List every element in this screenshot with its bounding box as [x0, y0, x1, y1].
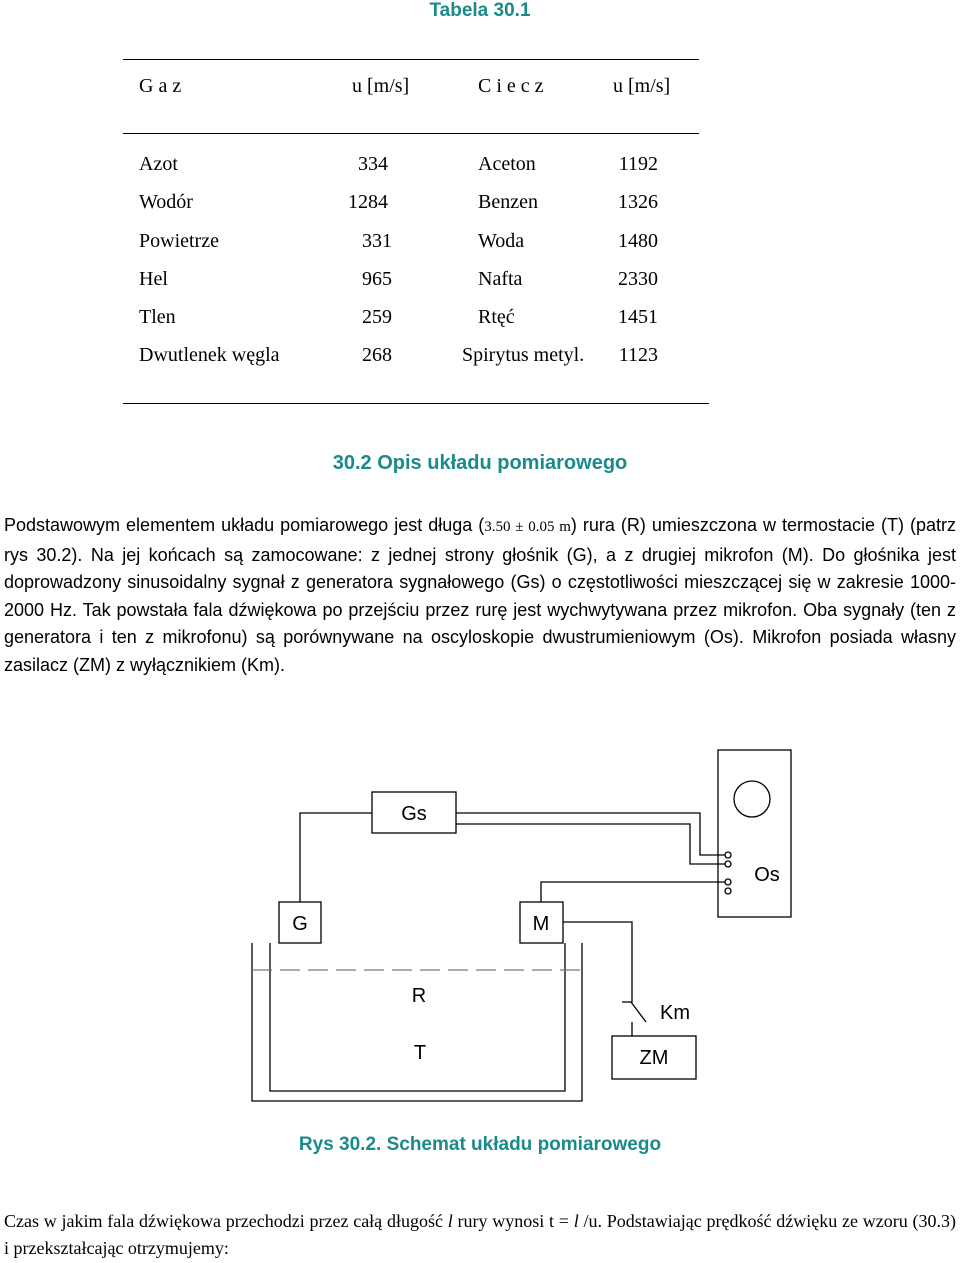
- input-terminal: [725, 879, 731, 885]
- liquid-speed: 1192: [618, 153, 658, 175]
- label-r: R: [411, 985, 427, 1007]
- header-gas-speed: u [m/s]: [352, 75, 410, 97]
- gas-name: Wodór: [139, 191, 193, 213]
- gas-speed: 268: [362, 344, 392, 366]
- wire-generator-speaker: [300, 813, 372, 902]
- liquid-name: Rtęć: [478, 306, 515, 328]
- liquid-name: Aceton: [478, 153, 536, 175]
- oscilloscope-screen: [734, 781, 770, 817]
- liquid-speed: 1451: [618, 306, 658, 328]
- para2-text-b: rury wynosi t =: [452, 1211, 574, 1231]
- header-gas: G a z: [139, 75, 182, 97]
- gas-name: Powietrze: [139, 230, 219, 252]
- para2-text-c: /u. Podstawiając prędkość dźwięku ze wzoru (30.3) i przekształcając otrzymujemy:: [4, 1211, 956, 1258]
- label-t: T: [413, 1042, 427, 1064]
- label-zm: ZM: [639, 1047, 669, 1069]
- header-liquid: C i e c z: [478, 75, 544, 97]
- label-g: G: [292, 913, 308, 935]
- section-heading: 30.2 Opis układu pomiarowego: [332, 452, 628, 474]
- liquid-speed: 1480: [618, 230, 658, 252]
- para1-text-a: Podstawowym elementem układu pomiarowego jest długa (: [4, 515, 485, 535]
- length-symbol: l: [447, 1211, 453, 1231]
- input-terminal: [725, 852, 731, 858]
- figure-caption: Rys 30.2. Schemat układu pomiarowego: [298, 1134, 662, 1155]
- wire-microphone-switch: [563, 922, 632, 1002]
- liquid-name: Spirytus metyl.: [462, 344, 585, 366]
- gas-speed: 965: [362, 268, 392, 290]
- liquid-name: Benzen: [478, 191, 538, 213]
- input-terminal: [725, 888, 731, 894]
- liquid-speed: 1326: [618, 191, 658, 213]
- liquid-name: Woda: [478, 230, 525, 252]
- length-symbol: l: [573, 1211, 579, 1231]
- liquid-speed: 1123: [618, 344, 658, 366]
- liquid-name: Nafta: [478, 268, 523, 290]
- formula-paragraph: [4, 1208, 956, 1262]
- wire-generator-oscilloscope-return: [456, 824, 725, 864]
- gas-name: Azot: [139, 153, 178, 175]
- input-terminal: [725, 861, 731, 867]
- gas-name: Hel: [139, 268, 168, 290]
- pipe-length-formula: 3.50 ± 0.05 m: [484, 519, 571, 535]
- oscilloscope-box: [718, 750, 791, 917]
- gas-name: Tlen: [139, 306, 176, 328]
- header-liquid-speed: u [m/s]: [613, 75, 671, 97]
- thermostat-tank: [252, 943, 582, 1101]
- label-m: M: [532, 913, 550, 935]
- liquid-speed: 2330: [618, 268, 658, 290]
- gas-speed: 334: [358, 153, 388, 175]
- para1-text-b: ) rura (R) umieszczona w termostacie (T) (patrz rys 30.2). Na jej końcach są zamocowane: z jednej strony głośnik (G), a z drugiej mikrofon (M). Do głośnika jest doprowadzony sinusoidalny sygnał z generatora sygnałowego (Gs) o częstotliwości mieszczącej się w zakresie 1000-2000 Hz. Tak powstała fala dźwiękowa po przejściu przez rurę jest wychwytywana przez mikrofon. Oba sygnały (ten z generatora i ten z mikrofonu) są porównywane na oscyloskopie dwustrumieniowym (Os). Mikrofon posiada własny zasilacz (ZM) z wyłącznikiem (Km).: [4, 515, 956, 675]
- wire-microphone-oscilloscope: [541, 882, 725, 902]
- gas-speed: 331: [362, 230, 392, 252]
- table-title: Tabela 30.1: [429, 0, 531, 21]
- label-km: Km: [660, 1002, 690, 1024]
- gas-name: Dwutlenek węgla: [139, 344, 280, 366]
- gas-speed: 1284: [348, 191, 388, 213]
- para2-text-a: Czas w jakim fala dźwiękowa przechodzi przez całą długość: [4, 1211, 448, 1231]
- wire-generator-oscilloscope: [456, 813, 725, 855]
- label-gs: Gs: [401, 803, 427, 825]
- pipe-r: [270, 943, 565, 1091]
- label-os: Os: [754, 864, 780, 886]
- switch-km: [631, 1002, 646, 1022]
- gas-speed: 259: [362, 306, 392, 328]
